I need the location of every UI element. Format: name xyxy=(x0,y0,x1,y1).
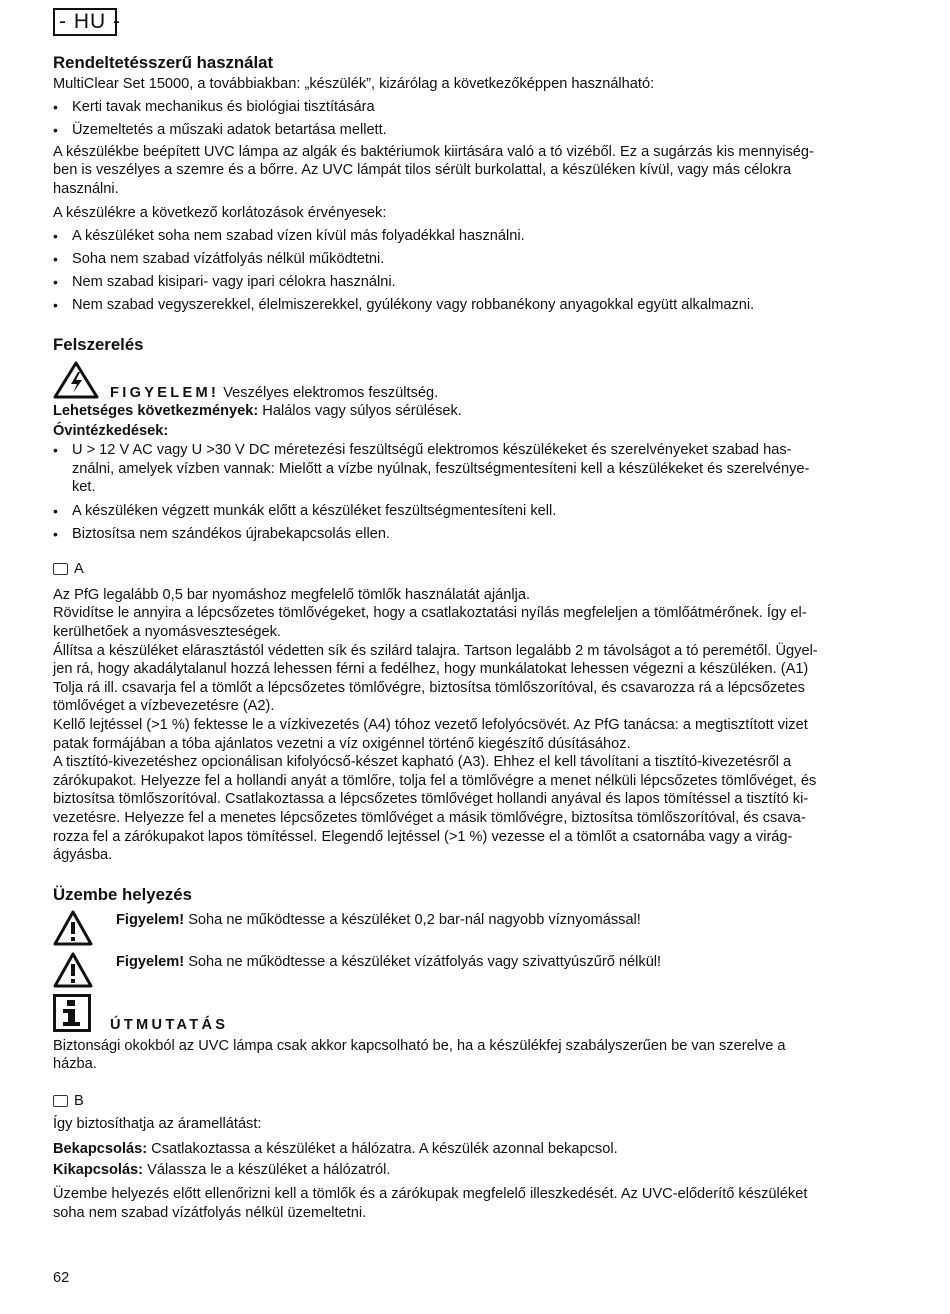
list-item: • Üzemeltetés a műszaki adatok betartása mellett. xyxy=(53,121,883,140)
page-number: 62 xyxy=(53,1270,70,1286)
power-supply-intro: Így biztosíthatja az áramellátást: xyxy=(53,1116,262,1133)
power-off-label: Kikapcsolás: xyxy=(53,1161,144,1178)
text-line: kerülhetőek a nyomásveszteségek. xyxy=(53,623,281,640)
list-item: • Nem szabad kisipari- vagy ipari célokra használni. xyxy=(53,273,883,292)
consequences-label: Lehetséges következmények: xyxy=(53,403,259,420)
intended-use-list xyxy=(53,98,883,140)
info-note xyxy=(53,994,883,1032)
list-item: • Biztosítsa nem szándékos újrabekapcsolás ellen. xyxy=(53,525,883,544)
power-on-text: Csatlakoztassa a készüléket a hálózatra. A készülék azonnal bekapcsol. xyxy=(151,1141,618,1158)
info-line: házba. xyxy=(53,1056,97,1073)
text-line: Tolja rá ill. csavarja fel a tömlőt a lépcsőzetes tömlővégre, biztosítsa tömlőszorítóval, és csavarozza rá a lépcsőzetes xyxy=(53,679,805,696)
warning-label: Figyelem! xyxy=(116,953,185,970)
warning-text: Veszélyes elektromos feszültség. xyxy=(223,385,439,402)
list-item: • A készüléken végzett munkák előtt a készüléket feszültségmentesíteni kell. xyxy=(53,502,883,521)
text-line: jen rá, hogy akadálytalanul hozzá lehessen férni a fedélhez, hogy munkálatokat lehessen végezni a készüléken. (A1) xyxy=(53,661,809,678)
electrical-hazard-icon xyxy=(53,361,99,399)
consequences-text: Halálos vagy súlyos sérülések. xyxy=(262,403,462,420)
text-line: biztosítsa tömlőszorítóval. Csatlakoztassa a lépcsőzetes tömlővéget hollandi anyával és lapos tömítéssel a tisztító ki- xyxy=(53,791,809,808)
pressure-warning xyxy=(53,910,883,946)
figure-icon xyxy=(53,563,68,575)
restrictions-list xyxy=(53,227,883,315)
text-line: patak formájában a tóba ajánlatos vezetni a víz oxigénnel történő kiegészítő dúsításához. xyxy=(53,735,631,752)
list-item: • A készüléket soha nem szabad vízen kívül más folyadékkal használni. xyxy=(53,227,883,246)
page-content xyxy=(53,8,883,1222)
warning-triangle-icon xyxy=(53,910,93,946)
precaution-line: • U > 12 V AC vagy U >30 V DC méretezési feszültségű elektromos készülékeket és szerelvényeket szabad has- xyxy=(72,442,792,459)
precautions-label: Óvintézkedések: xyxy=(53,422,169,439)
flow-warning xyxy=(53,952,883,988)
text-line: Az PfG legalább 0,5 bar nyomáshoz megfelelő tömlők használatát ajánlja. xyxy=(53,586,531,603)
text-line: Rövidítse le annyira a lépcsőzetes tömlővégeket, hogy a csatlakoztatási nyílás megfeleljen a tömlőátmérőnek. Így el- xyxy=(53,605,807,622)
intended-use-intro: MultiClear Set 15000, a továbbiakban: „készülék”, kizárólag a következőképpen használható: xyxy=(53,76,655,92)
uvc-note-line: használni. xyxy=(53,180,119,197)
voltage-warning xyxy=(53,361,883,402)
warning-text: Soha ne működtesse a készüléket vízátfolyás vagy szivattyúszűrő nélkül! xyxy=(188,953,662,970)
info-icon xyxy=(53,994,91,1032)
section-title-installation: Felszerelés xyxy=(53,335,144,355)
figure-icon xyxy=(53,1095,68,1107)
installation-instructions xyxy=(53,586,883,865)
text-line: tömlővéget a vízbevezetésre (A2). xyxy=(53,698,275,715)
list-item xyxy=(53,441,883,497)
text-line: ágyásba. xyxy=(53,847,113,864)
list-item: • Nem szabad vegyszerekkel, élelmiszerekkel, gyúlékony vagy robbanékony anyagokkal együtt alkalmazni. xyxy=(53,296,883,315)
list-item: • Kerti tavak mechanikus és biológiai tisztítására xyxy=(53,98,883,117)
figure-label: B xyxy=(74,1092,84,1109)
info-word: ÚTMUTATÁS xyxy=(110,1017,229,1034)
power-on-label: Bekapcsolás: xyxy=(53,1141,148,1158)
uvc-note-line: A készülékbe beépített UVC lámpa az algák és baktériumok kiirtására való a tó vizéből. Ez a sugárzás kis mennyiség- xyxy=(53,143,814,160)
precaution-line: ket. xyxy=(72,479,96,496)
text-line: rozza fel a zárókupakot lapos tömítéssel. Elegendő lejtéssel (>1 %) vezesse el a tömlőt a csatornába vagy a virág- xyxy=(53,828,793,845)
text-line: Állítsa a készüléket elárasztástól védetten sík és szilárd talajra. Tartson legalább 2 m távolságot a tó peremétől. Ügyel- xyxy=(53,642,818,659)
section-title-intended-use: Rendeltetésszerű használat xyxy=(53,53,274,72)
figure-ref-b xyxy=(53,1092,883,1111)
uvc-note-line: ben is veszélyes a szemre és a bőrre. Az UVC lámpát tilos sérült burkolattal, a készüléken kívül, vagy más célokra xyxy=(53,162,792,179)
warning-text: Soha ne működtesse a készüléket 0,2 bar-nál nagyobb víznyomással! xyxy=(188,911,641,928)
restrictions-intro: A készülékre a következő korlátozások érvényesek: xyxy=(53,204,387,221)
section-title-commissioning: Üzembe helyezés xyxy=(53,884,192,904)
text-line: vezetésre. Helyezze fel a menetes lépcsőzetes tömlővéget a másik tömlővégre, biztosítsa tömlőszorítóval, és csava- xyxy=(53,809,806,826)
info-line: Biztonsági okokból az UVC lámpa csak akkor kapcsolható be, ha a készülékfej szabályszerűen be van szerelve a xyxy=(53,1037,786,1054)
final-note-line: Üzembe helyezés előtt ellenőrizni kell a tömlők és a zárókupak megfelelő illeszkedését. Az UVC-előderítő készüléket xyxy=(53,1186,808,1203)
text-line: Kellő lejtéssel (>1 %) fektesse le a vízkivezetés (A4) tóhoz vezető lefolyócsövét. Az PfG tanácsa: a megtisztított vizet xyxy=(53,716,808,733)
list-item: • Soha nem szabad vízátfolyás nélkül működtetni. xyxy=(53,250,883,269)
final-note-line: soha nem szabad vízátfolyás nélkül üzemeltetni. xyxy=(53,1204,367,1221)
language-tag: - HU - xyxy=(53,8,117,36)
power-off-text: Válassza le a készüléket a hálózatról. xyxy=(147,1161,391,1178)
precaution-line: ználni, amelyek vízben vannak: Mielőtt a vízbe nyúlnak, feszültségmentesíteni kell a készülékeket és szerelvénye- xyxy=(72,460,810,477)
figure-label: A xyxy=(74,561,84,578)
warning-triangle-icon xyxy=(53,952,93,988)
warning-label: Figyelem! xyxy=(116,911,185,928)
warning-word: FIGYELEM! xyxy=(110,385,220,402)
text-line: zárókupakot. Helyezze fel a hollandi anyát a tömlőre, tolja fel a tömlővégre a menet nélküli lépcsőzetes tömlővéget, és xyxy=(53,772,817,789)
figure-ref-a xyxy=(53,560,883,579)
precautions-list xyxy=(53,441,883,543)
text-line: A tisztító-kivezetéshez opcionálisan kifolyócső-készet kapható (A3). Ehhez el kell távolítani a tisztító-kivezetésről a xyxy=(53,754,792,771)
